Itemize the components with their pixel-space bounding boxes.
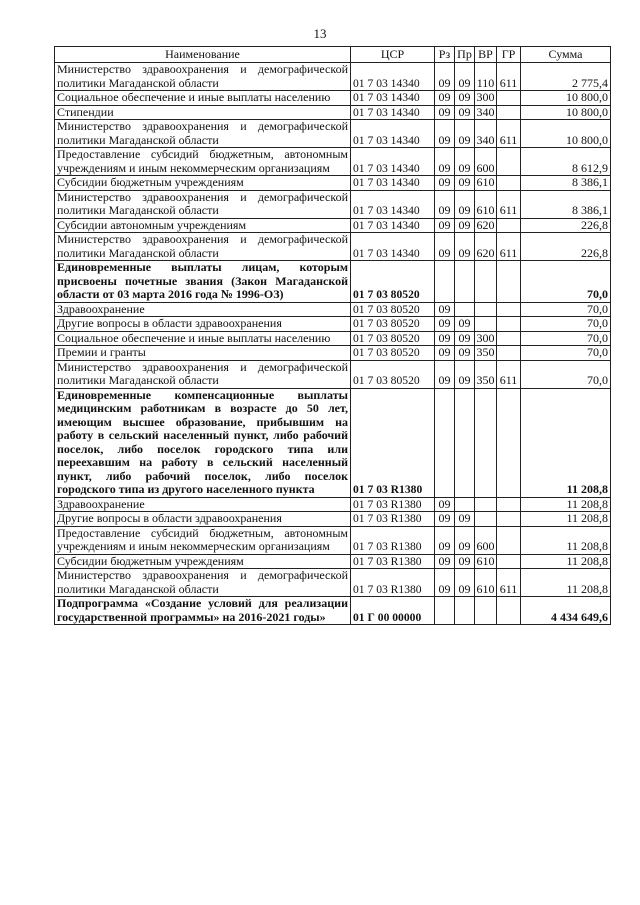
cell-sum: 11 208,8 xyxy=(521,554,611,569)
cell-rz: 09 xyxy=(435,91,455,106)
cell-csr: 01 7 03 R1380 xyxy=(351,388,435,497)
cell-rz xyxy=(435,597,455,625)
cell-rz: 09 xyxy=(435,302,455,317)
table-row xyxy=(55,176,611,191)
cell-pr: 09 xyxy=(455,190,475,218)
cell-vr xyxy=(475,497,497,512)
cell-name: Министерство здравоохранения и демографической политики Магаданской области xyxy=(55,360,351,388)
cell-gr xyxy=(497,497,521,512)
cell-vr: 300 xyxy=(476,90,495,104)
cell-name: Стипендии xyxy=(55,105,351,120)
cell-pr: 09 xyxy=(455,569,475,597)
table-row xyxy=(55,302,611,317)
cell-rz: 09 xyxy=(435,346,455,361)
cell-pr xyxy=(455,302,475,317)
cell-csr: 01 7 03 14340 xyxy=(351,176,435,191)
cell-vr: 610 xyxy=(476,175,495,189)
cell-rz: 09 xyxy=(435,512,455,527)
cell-name: Субсидии автономным учреждениям xyxy=(55,218,351,233)
header-sum: Сумма xyxy=(521,47,611,63)
cell-vr: 610 xyxy=(476,553,495,568)
cell-pr: 09 xyxy=(455,148,475,176)
cell-pr: 09 xyxy=(455,346,475,361)
cell-rz: 09 xyxy=(435,233,455,261)
cell-gr xyxy=(497,597,521,625)
cell-sum: 226,8 xyxy=(521,233,611,261)
cell-csr: 01 7 03 R1380 xyxy=(351,569,435,597)
cell-name: Субсидии бюджетным учреждениям xyxy=(55,176,351,191)
table-row xyxy=(55,148,611,176)
cell-csr: 01 7 03 80520 xyxy=(351,302,435,317)
cell-rz: 09 xyxy=(435,331,455,346)
cell-name: Министерство здравоохранения и демографической политики Магаданской области xyxy=(55,569,351,597)
cell-name: Здравоохранение xyxy=(55,497,351,512)
table-row xyxy=(55,190,611,218)
cell-gr xyxy=(497,91,521,106)
table-row xyxy=(55,331,611,346)
cell-sum: 70,0 xyxy=(521,261,611,303)
header-name: Наименование xyxy=(55,47,351,63)
cell-rz: 09 xyxy=(435,176,455,191)
cell-csr: 01 7 03 14340 xyxy=(351,218,435,233)
cell-name: Социальное обеспечение и иные выплаты населению xyxy=(55,91,351,106)
cell-pr: 09 xyxy=(455,218,475,233)
cell-sum: 4 434 649,6 xyxy=(521,597,611,625)
header-pr: Пр xyxy=(455,47,475,63)
table-row xyxy=(55,554,611,569)
cell-gr xyxy=(497,512,521,527)
cell-vr xyxy=(475,512,497,527)
cell-csr: 01 7 03 R1380 xyxy=(351,497,435,512)
table-row xyxy=(55,346,611,361)
cell-rz xyxy=(435,261,455,303)
cell-gr xyxy=(497,331,521,346)
cell-sum: 11 208,8 xyxy=(521,388,611,497)
cell-sum: 11 208,8 xyxy=(521,512,611,527)
cell-sum: 10 800,0 xyxy=(521,91,611,106)
cell-gr xyxy=(497,554,521,569)
table-row xyxy=(55,91,611,106)
cell-rz: 09 xyxy=(435,148,455,176)
table-body xyxy=(55,63,611,625)
cell-vr: 610 xyxy=(475,569,497,597)
header-rz: Рз xyxy=(435,47,455,63)
table-row xyxy=(55,63,611,91)
header-vr: ВР xyxy=(475,47,497,63)
cell-csr: 01 7 03 R1380 xyxy=(351,554,435,569)
cell-pr xyxy=(455,261,475,303)
header-gr: ГР xyxy=(497,47,521,63)
table-row xyxy=(55,597,611,625)
cell-pr xyxy=(455,388,475,497)
cell-name: Здравоохранение xyxy=(55,302,351,317)
cell-gr: 611 xyxy=(497,233,521,261)
cell-name: Министерство здравоохранения и демографической политики Магаданской области xyxy=(55,120,351,148)
table-row xyxy=(55,569,611,597)
cell-vr xyxy=(475,388,497,497)
cell-name: Предоставление субсидий бюджетным, автономным учреждениям и иным некоммерческим организациям xyxy=(55,148,351,176)
cell-vr xyxy=(475,302,497,317)
cell-rz: 09 xyxy=(435,569,455,597)
cell-gr: 611 xyxy=(497,569,521,597)
cell-vr xyxy=(475,317,497,332)
cell-sum: 70,0 xyxy=(521,317,611,332)
cell-sum: 70,0 xyxy=(521,346,611,361)
cell-pr: 09 xyxy=(455,120,475,148)
cell-pr xyxy=(455,497,475,512)
cell-name: Подпрограмма «Создание условий для реализации государственной программы» на 2016-2021 годы» xyxy=(55,597,351,625)
cell-pr: 09 xyxy=(455,512,475,527)
cell-csr: 01 7 03 80520 xyxy=(351,346,435,361)
cell-pr: 09 xyxy=(455,331,475,346)
cell-vr: 340 xyxy=(476,104,495,119)
budget-table xyxy=(54,46,611,625)
cell-vr: 600 xyxy=(475,148,497,176)
table-header-row xyxy=(55,47,611,63)
table-row xyxy=(55,261,611,303)
cell-csr: 01 7 03 14340 xyxy=(351,148,435,176)
cell-gr: 611 xyxy=(497,360,521,388)
cell-sum: 11 208,8 xyxy=(521,497,611,512)
cell-gr xyxy=(497,317,521,332)
cell-pr: 09 xyxy=(455,360,475,388)
cell-vr: 350 xyxy=(475,360,497,388)
cell-vr xyxy=(475,597,497,625)
cell-rz: 09 xyxy=(435,526,455,554)
cell-rz: 09 xyxy=(435,497,455,512)
cell-sum: 70,0 xyxy=(521,331,611,346)
cell-csr: 01 7 03 80520 xyxy=(351,317,435,332)
cell-csr: 01 7 03 80520 xyxy=(351,360,435,388)
cell-gr xyxy=(497,346,521,361)
cell-vr: 300 xyxy=(476,330,495,345)
cell-csr: 01 7 03 80520 xyxy=(351,331,435,346)
cell-sum: 8 612,9 xyxy=(521,148,611,176)
cell-sum: 10 800,0 xyxy=(521,120,611,148)
cell-rz: 09 xyxy=(435,105,455,120)
cell-rz: 09 xyxy=(435,554,455,569)
cell-pr: 09 xyxy=(455,105,475,120)
cell-gr xyxy=(497,218,521,233)
cell-csr: 01 7 03 R1380 xyxy=(351,526,435,554)
cell-name: Субсидии бюджетным учреждениям xyxy=(55,554,351,569)
cell-name: Министерство здравоохранения и демографической политики Магаданской области xyxy=(55,63,351,91)
cell-pr: 09 xyxy=(455,233,475,261)
cell-vr: 620 xyxy=(476,217,495,232)
cell-vr: 620 xyxy=(475,233,497,261)
cell-pr: 09 xyxy=(455,317,475,332)
cell-pr xyxy=(455,597,475,625)
cell-gr xyxy=(497,148,521,176)
cell-vr: 340 xyxy=(475,120,497,148)
cell-vr: 610 xyxy=(475,190,497,218)
cell-sum: 70,0 xyxy=(521,360,611,388)
cell-csr: 01 7 03 14340 xyxy=(351,190,435,218)
cell-pr: 09 xyxy=(455,91,475,106)
cell-name: Единовременные компенсационные выплаты медицинским работникам в возрасте до 50 лет, имеющим высшее образование, прибывшим на работу в сельский населенный пункт, либо рабочий поселок, либо поселок городского типа или переехавшим на работу в сельский населенный пункт, либо рабочий поселок, либо поселок городского типа из другого населенного пункта xyxy=(55,388,351,497)
table-row xyxy=(55,497,611,512)
cell-gr xyxy=(497,176,521,191)
cell-csr: 01 7 03 14340 xyxy=(351,91,435,106)
cell-gr: 611 xyxy=(497,190,521,218)
table-row xyxy=(55,526,611,554)
cell-rz: 09 xyxy=(435,360,455,388)
cell-csr: 01 7 03 80520 xyxy=(351,261,435,303)
cell-rz: 09 xyxy=(435,190,455,218)
table-row xyxy=(55,120,611,148)
cell-sum: 11 208,8 xyxy=(521,526,611,554)
cell-gr: 611 xyxy=(497,63,521,91)
table-row xyxy=(55,105,611,120)
table-row xyxy=(55,388,611,497)
cell-name: Министерство здравоохранения и демографической политики Магаданской области xyxy=(55,233,351,261)
cell-gr xyxy=(497,105,521,120)
cell-vr: 600 xyxy=(475,526,497,554)
cell-name: Другие вопросы в области здравоохранения xyxy=(55,512,351,527)
table-row xyxy=(55,317,611,332)
cell-name: Единовременные выплаты лицам, которым присвоены почетные звания (Закон Магаданской области от 03 марта 2016 года № 1996-ОЗ) xyxy=(55,261,351,303)
cell-name: Министерство здравоохранения и демографической политики Магаданской области xyxy=(55,190,351,218)
cell-pr: 09 xyxy=(455,176,475,191)
cell-sum: 11 208,8 xyxy=(521,569,611,597)
cell-vr xyxy=(475,261,497,303)
cell-pr: 09 xyxy=(455,526,475,554)
cell-name: Социальное обеспечение и иные выплаты населению xyxy=(55,331,351,346)
cell-csr: 01 7 03 14340 xyxy=(351,105,435,120)
cell-gr: 611 xyxy=(497,120,521,148)
cell-gr xyxy=(497,388,521,497)
cell-sum: 8 386,1 xyxy=(521,190,611,218)
cell-rz xyxy=(435,388,455,497)
cell-sum: 70,0 xyxy=(521,302,611,317)
cell-name: Предоставление субсидий бюджетным, автономным учреждениям и иным некоммерческим организациям xyxy=(55,526,351,554)
cell-sum: 2 775,4 xyxy=(521,63,611,91)
header-csr: ЦСР xyxy=(351,47,435,63)
table-row xyxy=(55,233,611,261)
cell-csr: 01 7 03 14340 xyxy=(351,63,435,91)
table-row xyxy=(55,512,611,527)
cell-name: Другие вопросы в области здравоохранения xyxy=(55,317,351,332)
cell-rz: 09 xyxy=(435,317,455,332)
cell-rz: 09 xyxy=(435,218,455,233)
cell-csr: 01 7 03 14340 xyxy=(351,233,435,261)
cell-csr: 01 7 03 14340 xyxy=(351,120,435,148)
page-number: 13 xyxy=(313,26,327,41)
cell-sum: 226,8 xyxy=(521,218,611,233)
cell-sum: 10 800,0 xyxy=(521,105,611,120)
cell-rz: 09 xyxy=(435,63,455,91)
cell-csr: 01 7 03 R1380 xyxy=(351,512,435,527)
cell-sum: 8 386,1 xyxy=(521,176,611,191)
cell-vr: 110 xyxy=(475,63,497,91)
cell-gr xyxy=(497,302,521,317)
cell-vr: 350 xyxy=(476,345,495,359)
cell-pr: 09 xyxy=(455,554,475,569)
cell-gr xyxy=(497,526,521,554)
table-row xyxy=(55,218,611,233)
cell-gr xyxy=(497,261,521,303)
cell-pr: 09 xyxy=(455,63,475,91)
table-row xyxy=(55,360,611,388)
cell-rz: 09 xyxy=(435,120,455,148)
cell-csr: 01 Г 00 00000 xyxy=(351,597,435,625)
cell-name: Премии и гранты xyxy=(55,346,351,361)
